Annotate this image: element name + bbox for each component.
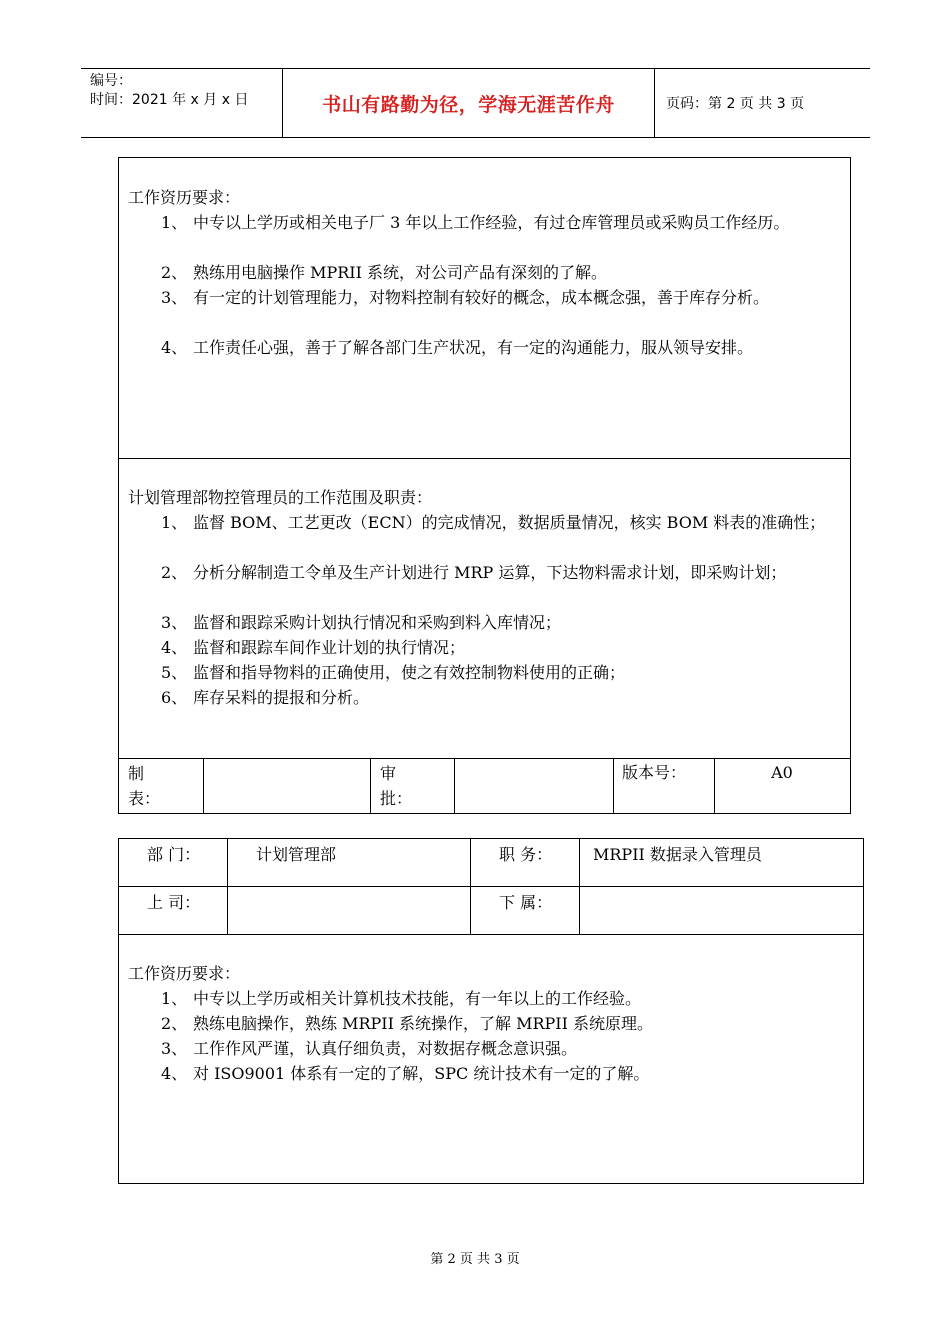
item-text: 工作责任心强，善于了解各部门生产状况，有一定的沟通能力，服从领导安排。 [193, 338, 754, 357]
item-text: 监督和跟踪采购计划执行情况和采购到料入库情况； [193, 613, 562, 632]
list-item [161, 1011, 856, 1036]
item-number: 1、 [161, 513, 188, 532]
header-meta [81, 69, 283, 137]
item-number: 4、 [161, 638, 188, 657]
page-header [81, 68, 870, 138]
item-text: 中专以上学历或相关计算机技术技能，有一年以上的工作经验。 [193, 989, 642, 1008]
item-number: 4、 [161, 1064, 188, 1083]
header-slogan-cell [283, 69, 655, 137]
item-number: 5、 [161, 663, 188, 682]
list-item [161, 285, 843, 335]
item-number: 4、 [161, 338, 188, 357]
item-number: 2、 [161, 1014, 188, 1033]
cell-divider [579, 839, 580, 934]
job-block-1 [118, 157, 851, 814]
cell-divider [203, 758, 204, 813]
divider [119, 758, 850, 759]
version-value: A0 [771, 763, 793, 782]
page-footer: 第 2 页 共 3 页 [430, 1252, 520, 1267]
list-item [161, 986, 856, 1011]
item-text: 监督和指导物料的正确使用，使之有效控制物料使用的正确； [193, 663, 626, 682]
cell-divider [613, 758, 614, 813]
item-text: 熟练电脑操作，熟练 MRPII 系统操作，了解 MRPII 系统原理。 [193, 1014, 654, 1033]
list-item [161, 610, 843, 635]
item-number: 2、 [161, 263, 188, 282]
divider [119, 458, 850, 459]
item-text: 对 ISO9001 体系有一定的了解，SPC 统计技术有一定的了解。 [193, 1064, 650, 1083]
subordinate-label: 下 属： [499, 893, 553, 912]
item-text: 监督和跟踪车间作业计划的执行情况； [193, 638, 466, 657]
item-number: 1、 [161, 989, 188, 1008]
list-item [161, 560, 843, 610]
list-item [161, 1061, 856, 1086]
slogan: 书山有路勤为径，学海无涯苦作舟 [322, 93, 615, 116]
list-item [161, 660, 843, 685]
version-label: 版本号： [622, 763, 687, 782]
item-text: 有一定的计划管理能力，对物料控制有较好的概念，成本概念强，善于库存分析。 [193, 288, 770, 307]
item-text: 监督 BOM、工艺更改（ECN）的完成情况，数据质量情况，核实 BOM 料表的准确性； [193, 513, 826, 532]
requirements-title: 工作资历要求： [128, 964, 241, 983]
job-block-2 [118, 838, 864, 1184]
doc-time-label: 时间：2021 年 x 月 x 日 [90, 92, 249, 108]
dept-value: 计划管理部 [256, 845, 337, 864]
superior-label: 上 司： [147, 893, 201, 912]
item-text: 分析分解制造工令单及生产计划进行 MRP 运算，下达物料需求计划，即采购计划； [193, 563, 787, 582]
duties-title: 计划管理部物控管理员的工作范围及职责： [128, 488, 433, 507]
cell-divider [227, 839, 228, 934]
position-value: MRPII 数据录入管理员 [593, 845, 762, 864]
made-by-label: 制表： [128, 764, 161, 808]
cell-divider [370, 758, 371, 813]
list-item [161, 510, 843, 560]
divider [119, 886, 863, 887]
dept-label: 部 门： [147, 845, 201, 864]
list-item [161, 1036, 856, 1061]
item-number: 3、 [161, 1039, 188, 1058]
list-item [161, 335, 843, 385]
item-text: 熟练用电脑操作 MPRII 系统，对公司产品有深刻的了解。 [193, 263, 608, 282]
doc-number-label: 编号： [90, 73, 132, 89]
item-number: 6、 [161, 688, 188, 707]
item-text: 库存呆料的提报和分析。 [193, 688, 370, 707]
list-item [161, 260, 843, 285]
list-item [161, 635, 843, 660]
item-number: 2、 [161, 563, 188, 582]
page-code: 页码：第 2 页 共 3 页 [666, 96, 805, 112]
cell-divider [454, 758, 455, 813]
item-text: 中专以上学历或相关电子厂 3 年以上工作经验，有过仓库管理员或采购员工作经历。 [193, 213, 790, 232]
item-text: 工作作风严谨，认真仔细负责，对数据存概念意识强。 [193, 1039, 578, 1058]
list-item [161, 210, 843, 260]
header-page-cell [655, 69, 870, 137]
list-item [161, 685, 843, 710]
position-label: 职 务： [499, 845, 553, 864]
item-number: 3、 [161, 613, 188, 632]
item-number: 1、 [161, 213, 188, 232]
review-label: 审批： [380, 764, 413, 808]
requirements-title: 工作资历要求： [128, 188, 241, 207]
cell-divider [470, 839, 471, 934]
divider [119, 934, 863, 935]
item-number: 3、 [161, 288, 188, 307]
